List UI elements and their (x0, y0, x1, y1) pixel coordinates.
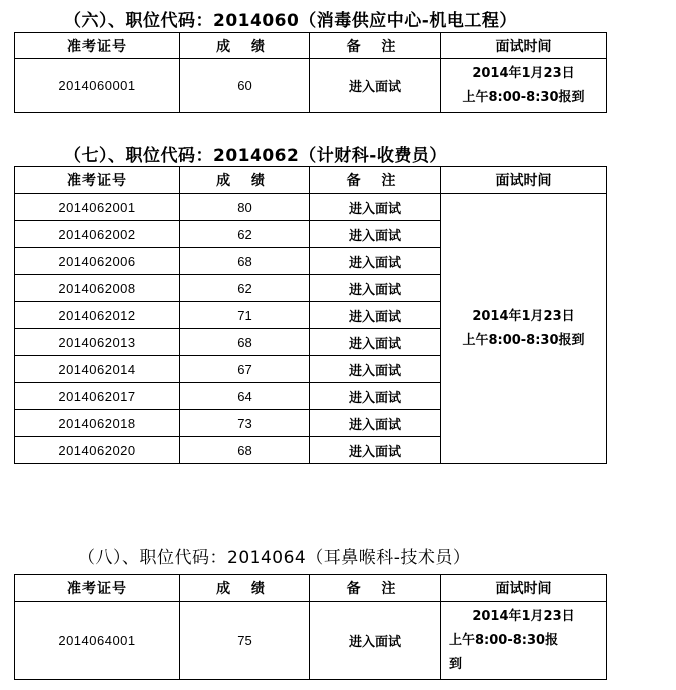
note-cell: 进入面试 (310, 356, 441, 383)
interview-date: 2014年1月23日 (472, 65, 575, 81)
interview-time-cell (441, 194, 607, 464)
interview-date: 2014年1月23日 (472, 608, 575, 624)
interview-time-cell (441, 59, 607, 113)
exam-id-cell: 2014062002 (15, 221, 180, 248)
col-header-exam-id: 准考证号 (15, 33, 180, 59)
score-cell: 80 (180, 194, 310, 221)
col-header-score: 成 绩 (180, 575, 310, 602)
exam-id-cell: 2014060001 (15, 59, 180, 113)
table-row (15, 59, 607, 113)
table-row (15, 602, 607, 680)
interview-time-cell (441, 602, 607, 680)
exam-id-cell: 2014062013 (15, 329, 180, 356)
section-8-table (14, 574, 607, 680)
col-header-score: 成 绩 (180, 167, 310, 194)
table-header-row (15, 33, 607, 59)
note-cell: 进入面试 (310, 602, 441, 680)
score-cell: 62 (180, 275, 310, 302)
section-6-table (14, 32, 607, 113)
interview-time: 上午8:00-8:30报到 (462, 89, 585, 105)
interview-date: 2014年1月23日 (472, 308, 575, 324)
col-header-exam-id: 准考证号 (15, 575, 180, 602)
exam-id-cell: 2014062014 (15, 356, 180, 383)
exam-id-cell: 2014062008 (15, 275, 180, 302)
col-header-note: 备 注 (310, 575, 441, 602)
col-header-interview-time: 面试时间 (441, 167, 607, 194)
note-cell: 进入面试 (310, 221, 441, 248)
score-cell: 75 (180, 602, 310, 680)
note-cell: 进入面试 (310, 248, 441, 275)
section-7-table (14, 166, 607, 464)
exam-id-cell: 2014064001 (15, 602, 180, 680)
exam-id-cell: 2014062006 (15, 248, 180, 275)
col-header-score: 成 绩 (180, 33, 310, 59)
note-cell: 进入面试 (310, 302, 441, 329)
score-cell: 68 (180, 437, 310, 464)
score-cell: 60 (180, 59, 310, 113)
interview-time-wrap: 到 (449, 656, 463, 672)
interview-time: 上午8:00-8:30报到 (462, 332, 585, 348)
col-header-exam-id: 准考证号 (15, 167, 180, 194)
col-header-note: 备 注 (310, 33, 441, 59)
score-cell: 67 (180, 356, 310, 383)
note-cell: 进入面试 (310, 437, 441, 464)
score-cell: 68 (180, 248, 310, 275)
exam-id-cell: 2014062018 (15, 410, 180, 437)
score-cell: 68 (180, 329, 310, 356)
section-7-heading: （七）、职位代码：2014062（计财科-收费员） (64, 146, 447, 166)
interview-time: 上午8:00-8:30报 (449, 632, 559, 648)
col-header-interview-time: 面试时间 (441, 575, 607, 602)
note-cell: 进入面试 (310, 194, 441, 221)
table-header-row (15, 575, 607, 602)
note-cell: 进入面试 (310, 275, 441, 302)
section-8-heading: （八）、职位代码：2014064（耳鼻喉科-技术员） (78, 548, 471, 568)
score-cell: 62 (180, 221, 310, 248)
note-cell: 进入面试 (310, 410, 441, 437)
note-cell: 进入面试 (310, 329, 441, 356)
exam-id-cell: 2014062017 (15, 383, 180, 410)
score-cell: 71 (180, 302, 310, 329)
exam-id-cell: 2014062001 (15, 194, 180, 221)
note-cell: 进入面试 (310, 59, 441, 113)
table-row (15, 194, 607, 221)
table-header-row (15, 167, 607, 194)
note-cell: 进入面试 (310, 383, 441, 410)
section-6-heading: （六）、职位代码：2014060（消毒供应中心-机电工程） (64, 11, 517, 31)
exam-id-cell: 2014062020 (15, 437, 180, 464)
exam-id-cell: 2014062012 (15, 302, 180, 329)
score-cell: 64 (180, 383, 310, 410)
col-header-note: 备 注 (310, 167, 441, 194)
score-cell: 73 (180, 410, 310, 437)
col-header-interview-time: 面试时间 (441, 33, 607, 59)
